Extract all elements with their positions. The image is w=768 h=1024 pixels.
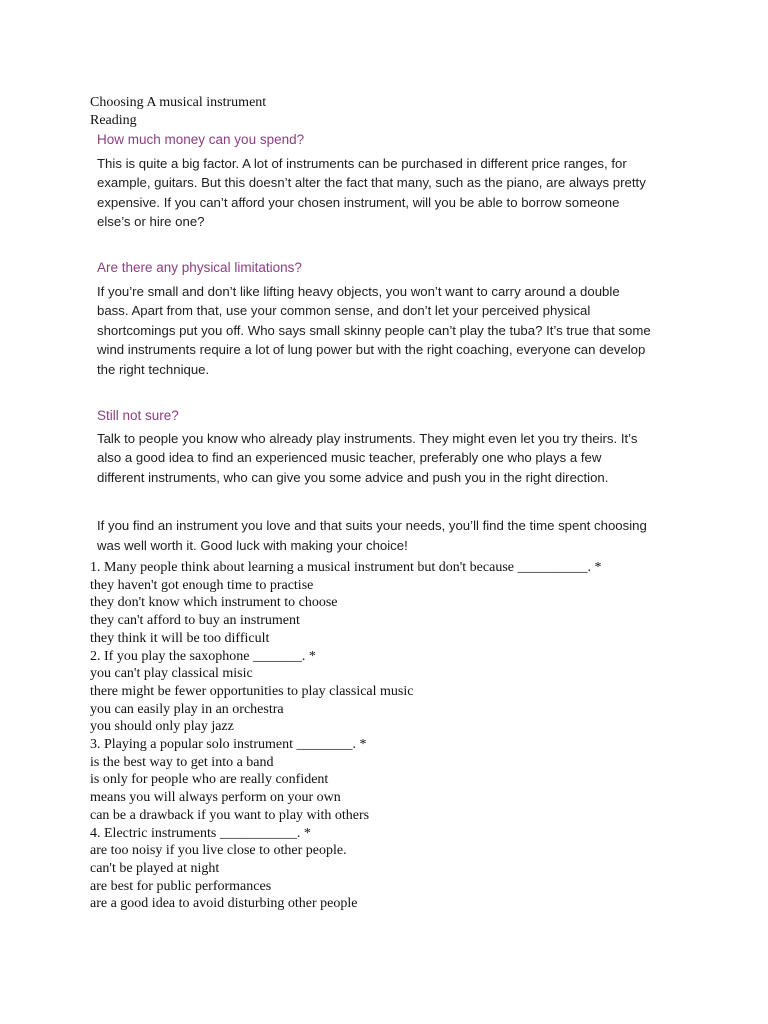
answer-option[interactable]: are a good idea to avoid disturbing other people <box>90 896 358 912</box>
answer-option[interactable]: they think it will be too difficult <box>90 630 270 646</box>
answer-option[interactable]: can be a drawback if you want to play with others <box>90 807 370 823</box>
body-line: If you’re small and don’t like lifting heavy objects, you won’t want to carry around a double <box>97 283 620 299</box>
body-line: was well worth it. Good luck with making your choice! <box>97 537 408 553</box>
section-heading: Are there any physical limitations? <box>97 260 302 275</box>
answer-option[interactable]: they can't afford to buy an instrument <box>90 613 300 629</box>
section-heading: Still not sure? <box>97 408 179 423</box>
answer-option[interactable]: you should only play jazz <box>90 719 234 735</box>
body-line: example, guitars. But this doesn’t alter the fact that many, such as the piano, are always pretty <box>97 175 646 190</box>
section-money <box>97 130 646 232</box>
answer-option[interactable]: they don't know which instrument to choose <box>90 595 338 611</box>
section-physical-limitations <box>97 258 651 379</box>
closing-paragraph <box>97 516 647 555</box>
section-still-not-sure <box>97 406 637 487</box>
question-2: 2. If you play the saxophone _______. * <box>90 648 316 664</box>
answer-option[interactable]: are best for public performances <box>90 878 272 894</box>
answer-option[interactable]: is only for people who are really confident <box>90 772 329 788</box>
body-line: different instruments, who can give you some advice and push you in the right direction. <box>97 469 609 485</box>
section-body <box>97 154 646 232</box>
body-line: shortcomings put you off. Who says small skinny people can’t play the tuba? It’s true that some <box>97 322 651 338</box>
body-line: bass. Apart from that, use your common sense, and don’t let your perceived physical <box>97 303 591 318</box>
section-body <box>97 429 637 488</box>
document-title: Choosing A musical instrument <box>90 95 267 110</box>
question-4: 4. Electric instruments ___________. * <box>90 825 311 841</box>
question-3: 3. Playing a popular solo instrument ________. * <box>90 737 367 753</box>
answer-option[interactable]: is the best way to get into a band <box>90 754 274 770</box>
body-line: the right technique. <box>97 361 210 377</box>
body-line: else’s or hire one? <box>97 214 205 229</box>
body-line: Talk to people you know who already play instruments. They might even let you try theirs. It’s <box>97 430 638 446</box>
section-body <box>97 282 651 380</box>
answer-option[interactable]: you can easily play in an orchestra <box>90 701 284 717</box>
body-line: This is quite a big factor. A lot of instruments can be purchased in different price ranges, for <box>97 155 627 171</box>
body-line: wind instruments require a lot of lung power but with the right coaching, everyone can develop <box>97 342 646 357</box>
section-body <box>97 516 647 555</box>
answer-option[interactable]: can't be played at night <box>90 860 220 876</box>
question-1: 1. Many people think about learning a musical instrument but don't because __________. * <box>90 560 602 575</box>
answer-option[interactable]: there might be fewer opportunities to play classical music <box>90 683 414 699</box>
answer-option[interactable]: are too noisy if you live close to other people. <box>90 843 347 859</box>
quiz-questions <box>90 559 601 913</box>
answer-option[interactable]: they haven't got enough time to practise <box>90 577 314 593</box>
body-line: also a good idea to find an experienced music teacher, preferably one who plays a few <box>97 450 602 465</box>
body-line: expensive. If you can’t afford your chosen instrument, will you be able to borrow someone <box>97 194 620 210</box>
answer-option[interactable]: means you will always perform on your own <box>90 790 341 806</box>
document-subtitle: Reading <box>90 113 137 128</box>
body-line: If you find an instrument you love and that suits your needs, you’ll find the time spent choosing <box>97 518 647 533</box>
section-heading: How much money can you spend? <box>97 132 305 147</box>
answer-option[interactable]: you can't play classical misic <box>90 666 253 682</box>
